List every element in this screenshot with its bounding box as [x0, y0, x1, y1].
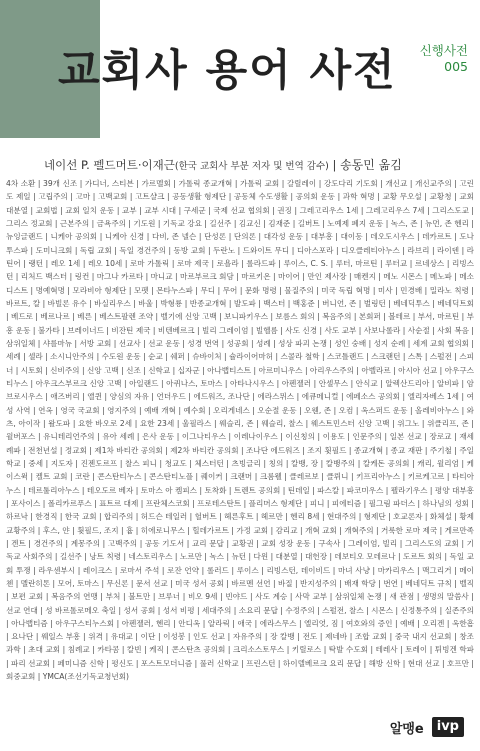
term-index-text: 4차 소환 | 39개 신조 | 가디너, 스티븐 | 가르멜회 | 가톨릭 종교개혁 | 가톨릭 교회 | 갈릴레이 | 강도다리 기도회 | 개신교 | 개신교주의 | 고린도 제일 | 고립주의 | 고마 | 고백교회 | 고트샬크 | 공동생활 형제단 | 공동체 수도생활 | 공의회 운동 | 과학 혁명 | 교황 무오설 | 교황청 | 교회 대분열 | 교회법 | 교회 일치 운동 | 교부 | 교부 시대 | 구세군 | 국제 선교 협의회 | 권징 | 그레고리우스 1세 | 그레고리우스 7세 | 그리스도교 | 그리스 정교회 | 근본주의 | 금욕주의 | 기도원 | 기독교 강요 | 길선주 | 김교신 | 김재준 | 길버트 | 노예제 폐지 운동 | 녹스, 존 | 뉴먼, 존 헨리 | 뉴잉글랜드 | 니케아 공의회 | 니케아 신경 | 다비, 존 넬슨 | 단성론 | 단의론 | 대각성 운동 | 대부흥 | 대이동 | 데오도시우스 | 데카르트 | 도나투스파 | 도미니크회 | 독립 교회 | 독일 경건주의 | 동방 교회 | 두란노 | 드와이트 무디 | 디아스포라 | 디오클레티아누스 | 라브리 | 라이덴 | 라틴어 | 랭턴 | 레오 1세 | 레오 10세 | 로마 가톨릭 | 로마 제국 | 로욜라 | 롤라드파 | 루이스, C. S. | 루터, 마르틴 | 루터교 | 르네상스 | 리빙스턴 | 리처드 백스터 | 링컨 | 마그나 카르타 | 마니교 | 마르부르크 회담 | 마르키온 | 마이어 | 만인 제사장 | 매켄지 | 메노 시몬스 | 메노파 | 메소디스트 | 명예혁명 | 모라비아 형제단 | 모펫 | 몬타누스파 | 무디 | 무어 | 문화 명령 | 물질주의 | 미국 독립 혁명 | 미사 | 민경배 | 밀라노 칙령 | 바르트, 칼 | 바빌론 유수 | 바실리우스 | 바울 | 박형룡 | 반종교개혁 | 발도파 | 백스터 | 백홍준 | 버니언, 존 | 벌링턴 | 베네딕투스 | 베네딕트회 | 베드로 | 베르나르 | 베른 | 베스트팔렌 조약 | 벨기에 신앙 고백 | 보니파키우스 | 보름스 회의 | 복음주의 | 본회퍼 | 볼테르 | 부서, 마르틴 | 부흥 운동 | 불가타 | 브레이너드 | 비잔틴 제국 | 비텐베르크 | 빌리 그레이엄 | 빌헬름 | 사도 신경 | 사도 교부 | 사보나롤라 | 사순절 | 사회 복음 | 삼위일체 | 샤를마뉴 | 서방 교회 | 선교사 | 선교 운동 | 성경 번역 | 성공회 | 성례 | 성상 파괴 논쟁 | 성인 숭배 | 성지 순례 | 세계 교회 협의회 | 세례 | 셀라 | 소시니안주의 | 수도원 운동 | 순교 | 쉐퍼 | 슈바이처 | 슐라이어마허 | 스콜라 철학 | 스코틀랜드 | 스크랜턴 | 스톡 | 스펄전 | 스피너 | 시토회 | 신비주의 | 신앙 고백 | 신조 | 신학교 | 십자군 | 아나뱁티스트 | 아르미니우스 | 아리우스주의 | 아벨라르 | 아시아 선교 | 아우구스티누스 | 아우크스부르크 신앙 고백 | 아일랜드 | 아퀴나스, 토마스 | 아타나시우스 | 아펜젤러 | 안셀무스 | 안식교 | 알렉산드리아 | 알비파 | 암브로시우스 | 애즈버리 | 앨퀸 | 양심의 자유 | 언더우드 | 에드워즈, 조나단 | 에라스뮈스 | 에큐메니컬 | 에페소스 공의회 | 엘리자베스 1세 | 여성 사역 | 연옥 | 영국 국교회 | 영지주의 | 예배 개혁 | 예수회 | 오리게네스 | 오순절 운동 | 오웬, 존 | 오컴 | 옥스퍼드 운동 | 올레비아누스 | 와츠, 아이작 | 왈도파 | 요한 바오로 2세 | 요한 23세 | 울필라스 | 웨슬리, 존 | 웨슬리, 찰스 | 웨스트민스터 신앙 고백 | 위그노 | 위클리프, 존 | 윌버포스 | 유니테리언주의 | 유아 세례 | 은사 운동 | 이그나티우스 | 이레나이우스 | 이신칭의 | 이용도 | 인문주의 | 일본 선교 | 장로교 | 재세례파 | 전천년설 | 정교회 | 제1차 바티칸 공의회 | 제2차 바티칸 공의회 | 조나단 에드워즈 | 조지 휫필드 | 종교개혁 | 종교 재판 | 주기철 | 주일학교 | 중세 | 지도자 | 진젠도르프 | 찰스 피니 | 청교도 | 체스터턴 | 츠빙글리 | 칭의 | 칼뱅, 장 | 칼뱅주의 | 칼케돈 공의회 | 캐리, 윌리엄 | 케이스윅 | 켈트 교회 | 코란 | 콘스탄티누스 | 콘스탄티노플 | 퀘이커 | 크랜머 | 크롬웰 | 클레르보 | 클뤼니 | 키프리아누스 | 키르케고르 | 타티아누스 | 테르툴리아누스 | 테오도르 베자 | 토마스 아 켐피스 | 토착화 | 트렌트 공의회 | 틴데일 | 파스칼 | 파코미우스 | 펠라기우스 | 평양 대부흥 | 포사이스 | 폴리카르푸스 | 표트르 대제 | 프란체스코회 | 프로테스탄트 | 플리머스 형제단 | 피니 | 피에티즘 | 필그림 파더스 | 하나님의 성회 | 하르낙 | 한경직 | 한국 교회 | 합리주의 | 허드슨 테일러 | 헐버트 | 헤른후트 | 헤르만 | 헨리 8세 | 현대주의 | 형제단 | 호교론자 | 화체설 | 황제 교황주의 | 후스, 얀 | 휫필드, 조지 | 흄 | 히에로니무스 | 힐데가르트 | 가정 교회 | 감리교 | 개혁 교회 | 개혁주의 | 거룩한 로마 제국 | 게르만족 | 겐트 | 경건주의 | 계몽주의 | 고백주의 | 공동 기도서 | 교리 문답 | 교황권 | 교회 성장 운동 | 구속사 | 그레이엄, 빌리 | 그리스도의 교회 | 기독교 사회주의 | 길선주 | 낭트 칙령 | 네스토리우스 | 노르만 | 녹스 | 뉴턴 | 다윈 | 대분열 | 대헌장 | 데보티오 모데르나 | 도르트 회의 | 독일 교회 투쟁 | 라우센부시 | 레이크스 | 로마서 주석 | 로잔 언약 | 롤러드 | 루이스 | 리빙스턴, 데이비드 | 마녀 사냥 | 마카리우스 | 맥그리거 | 메이첸 | 멜란히톤 | 모어, 토마스 | 무신론 | 문서 선교 | 미국 성서 공회 | 바르멘 선언 | 바질 | 반지성주의 | 배재 학당 | 번연 | 베네딕트 규칙 | 벨직 | 보편 교회 | 복음주의 연맹 | 부처 | 불트만 | 브루너 | 비오 9세 | 빈야드 | 사도 계승 | 사막 교부 | 삼위일체 논쟁 | 새 관점 | 생명의 말씀사 | 선교 연대 | 성 바르톨로메오 축일 | 성서 공회 | 성서 비평 | 세대주의 | 소요리 문답 | 수정주의 | 스펄전, 찰스 | 시몬스 | 신정통주의 | 실존주의 | 아나뱁티즘 | 아우구스티누스회 | 아펜젤러, 헨리 | 안디옥 | 알라릭 | 애국 | 에라스무스 | 엘리엇, 짐 | 여호와의 증인 | 예배 | 오리겐 | 옥한흠 | 요나단 | 웨일스 부흥 | 위격 | 유대교 | 이단 | 이성봉 | 인도 선교 | 자유주의 | 장 칼뱅 | 전도 | 제네바 | 조합 교회 | 중국 내지 선교회 | 창조 과학 | 초대 교회 | 침례교 | 카타콤 | 칼빈 | 케직 | 콘스탄츠 공의회 | 크리소스토무스 | 키릴로스 | 탁발 수도회 | 테레사 | 토레이 | 튀빙겐 학파 | 파리 선교회 | 페미니즘 신학 | 평신도 | 포스트모더니즘 | 풀러 신학교 | 프린스턴 | 하이델베르크 요리 문답 | 해방 신학 | 현대 선교 | 호프만 | 회중교회 | YMCA(조선기독교청년회)	[6, 179, 474, 682]
publisher-footer	[390, 717, 464, 737]
brand-logo: 알맹e	[389, 721, 424, 737]
author-affiliation: (한국 교회사 부분 저자 및 번역 감수)	[174, 161, 329, 172]
book-title: 교회사 용어 사전	[58, 46, 397, 96]
series-number: 005	[444, 59, 468, 74]
author-names: 네이선 P. 펠드머트·이재근	[44, 158, 175, 172]
series-label	[420, 43, 468, 75]
translator: 송동민 옮김	[340, 158, 402, 172]
series-name: 신행사전	[419, 43, 468, 58]
publisher-logo: ivp	[432, 717, 464, 737]
author-line: 네이선 P. 펠드머트·이재근(한국 교회사 부분 저자 및 번역 감수) | 송동민 옮김	[44, 158, 402, 172]
